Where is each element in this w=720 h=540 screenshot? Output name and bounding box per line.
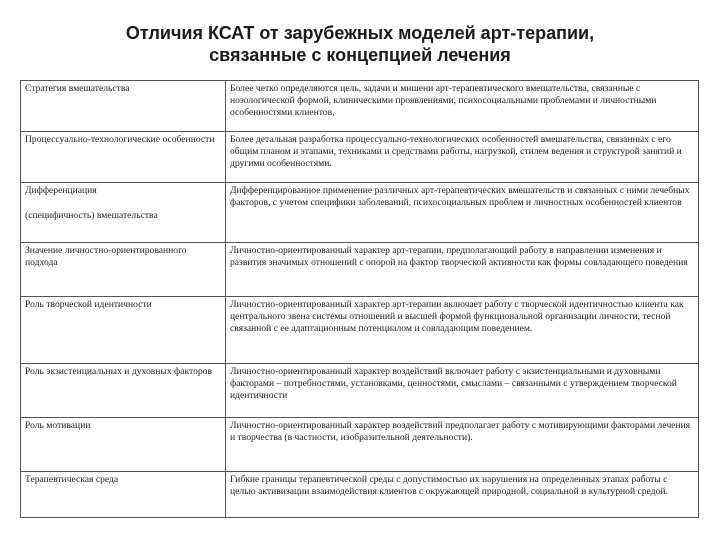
row-label: Роль экзистенциальных и духовных факторов xyxy=(21,364,226,418)
row-description: Личностно-ориентированный характер воздействий предполагает работу с мотивирующими факторами лечения и творчества (в частности, изобразительной деятельности). xyxy=(226,418,699,472)
row-description: Более детальная разработка процессуально-технологических особенностей вмешательства, связанных с его общим планом и этапами, техниками и средствами работы, нагрузкой, стилем ведения и структурой занятий и другими особенностями. xyxy=(226,132,699,183)
page-title xyxy=(0,22,720,66)
comparison-table xyxy=(20,80,699,518)
row-description: Личностно-ориентированный характер арт-терапии, предполагающий работу в направлении изменения и развития значимых отношений с опорой на фактор творческой активности как формы совладающего поведения xyxy=(226,243,699,297)
row-description: Более четко определяются цель, задачи и мишени арт-терапевтического вмешательства, связанные с нозологической формой, клиническими проявлениями, психосоциальными проблемами и личностными особенностями клиентов, xyxy=(226,81,699,132)
table-row xyxy=(21,472,699,518)
table-row xyxy=(21,297,699,364)
table-row xyxy=(21,183,699,243)
row-label-cell xyxy=(21,183,226,243)
row-description: Личностно-ориентированный характер воздействий включает работу с экзистенциальными и духовными факторами – потребностями, установками, ценностями, смыслами – связанными с утверждением творческой идентичности xyxy=(226,364,699,418)
row-label: Дифференциация xyxy=(25,185,97,196)
row-description: Личностно-ориентированный характер арт-терапии включает работу с творческой идентичностью клиента как центрального звена системы отношений и высшей формой функциональной организации личности, тесной связанной с ее адаптационным потенциалом и совладающим поведением. xyxy=(226,297,699,364)
row-label: Роль мотивации xyxy=(21,418,226,472)
row-label: Терапевтическая среда xyxy=(21,472,226,518)
title-line-1: Отличия КСАТ от зарубежных моделей арт-терапии, xyxy=(125,23,595,43)
table-row xyxy=(21,132,699,183)
row-label: Значение личностно-ориентированного подхода xyxy=(21,243,226,297)
row-label-continued: (специфичность) вмешательства xyxy=(25,210,158,222)
table-row xyxy=(21,243,699,297)
table-row xyxy=(21,364,699,418)
row-description: Гибкие границы терапевтической среды с допустимостью их нарушения на определенных этапах работы с целью активизации взаимодействия клиентов с окружающей природной, социальной и культурной средой. xyxy=(226,472,699,518)
row-label: Стратегия вмешательства xyxy=(21,81,226,132)
table-row xyxy=(21,418,699,472)
row-label: Роль творческой идентичности xyxy=(21,297,226,364)
title-line-2: связанные с концепцией лечения xyxy=(209,45,511,65)
row-label: Процессуально-технологические особенности xyxy=(21,132,226,183)
table-row xyxy=(21,81,699,132)
row-description: Дифференцированное применение различных арт-терапевтических вмешательств и связанных с ними лечебных факторов, с учетом специфики заболеваний, психосоциальных проблем и личностных особенностей клиентов xyxy=(226,183,699,243)
